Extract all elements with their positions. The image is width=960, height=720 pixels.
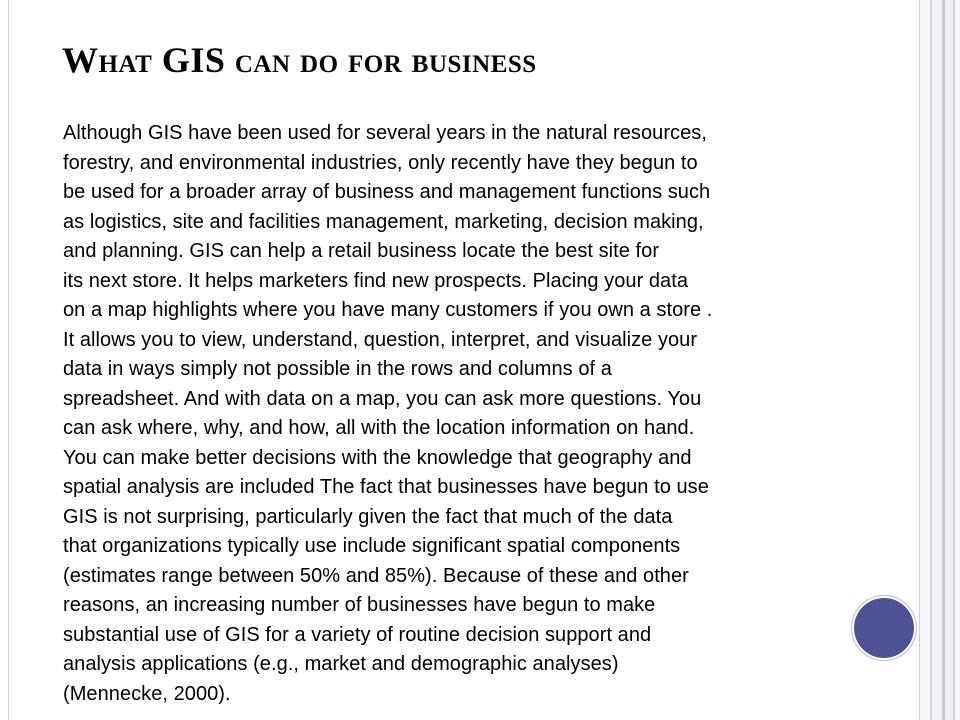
body-line: data in ways simply not possible in the rows and columns of a [63,358,612,380]
body-text [63,119,853,709]
body-line: spreadsheet. And with data on a map, you can ask more questions. You [63,387,702,410]
body-line: forestry, and environmental industries, only recently have they begun to [63,151,698,174]
body-line: that organizations typically use include significant spatial components [63,535,681,557]
body-line: substantial use of GIS for a variety of routine decision support and [63,623,652,646]
body-line: spatial analysis are included The fact that businesses have begun to use [63,476,709,498]
body-line: on a map highlights where you have many customers if you own a store . [63,299,713,321]
right-decorative-border [920,0,960,720]
body-line: its next store. It helps marketers find new prospects. Placing your data [63,269,689,292]
body-line: (estimates range between 50% and 85%). Because of these and other [63,564,689,587]
body-line: be used for a broader array of business and management functions such [63,181,711,203]
body-line: and planning. GIS can help a retail business locate the best site for [63,240,660,262]
body-line: GIS is not surprising, particularly given the fact that much of the data [63,505,673,528]
body-line: reasons, an increasing number of businesses have begun to make [63,594,656,616]
decorative-circle [854,598,914,658]
body-line: You can make better decisions with the knowledge that geography and [63,446,692,469]
body-line: as logistics, site and facilities management, marketing, decision making, [63,210,704,233]
body-line: (Mennecke, 2000). [63,682,231,705]
slide-title: What GIS can do for business [62,40,537,80]
body-line: Although GIS have been used for several years in the natural resources, [63,122,707,144]
body-line: analysis applications (e.g., market and demographic analyses) [63,653,619,675]
body-line: It allows you to view, understand, question, interpret, and visualize your [63,328,698,351]
body-line: can ask where, why, and how, all with the location information on hand. [63,417,695,439]
